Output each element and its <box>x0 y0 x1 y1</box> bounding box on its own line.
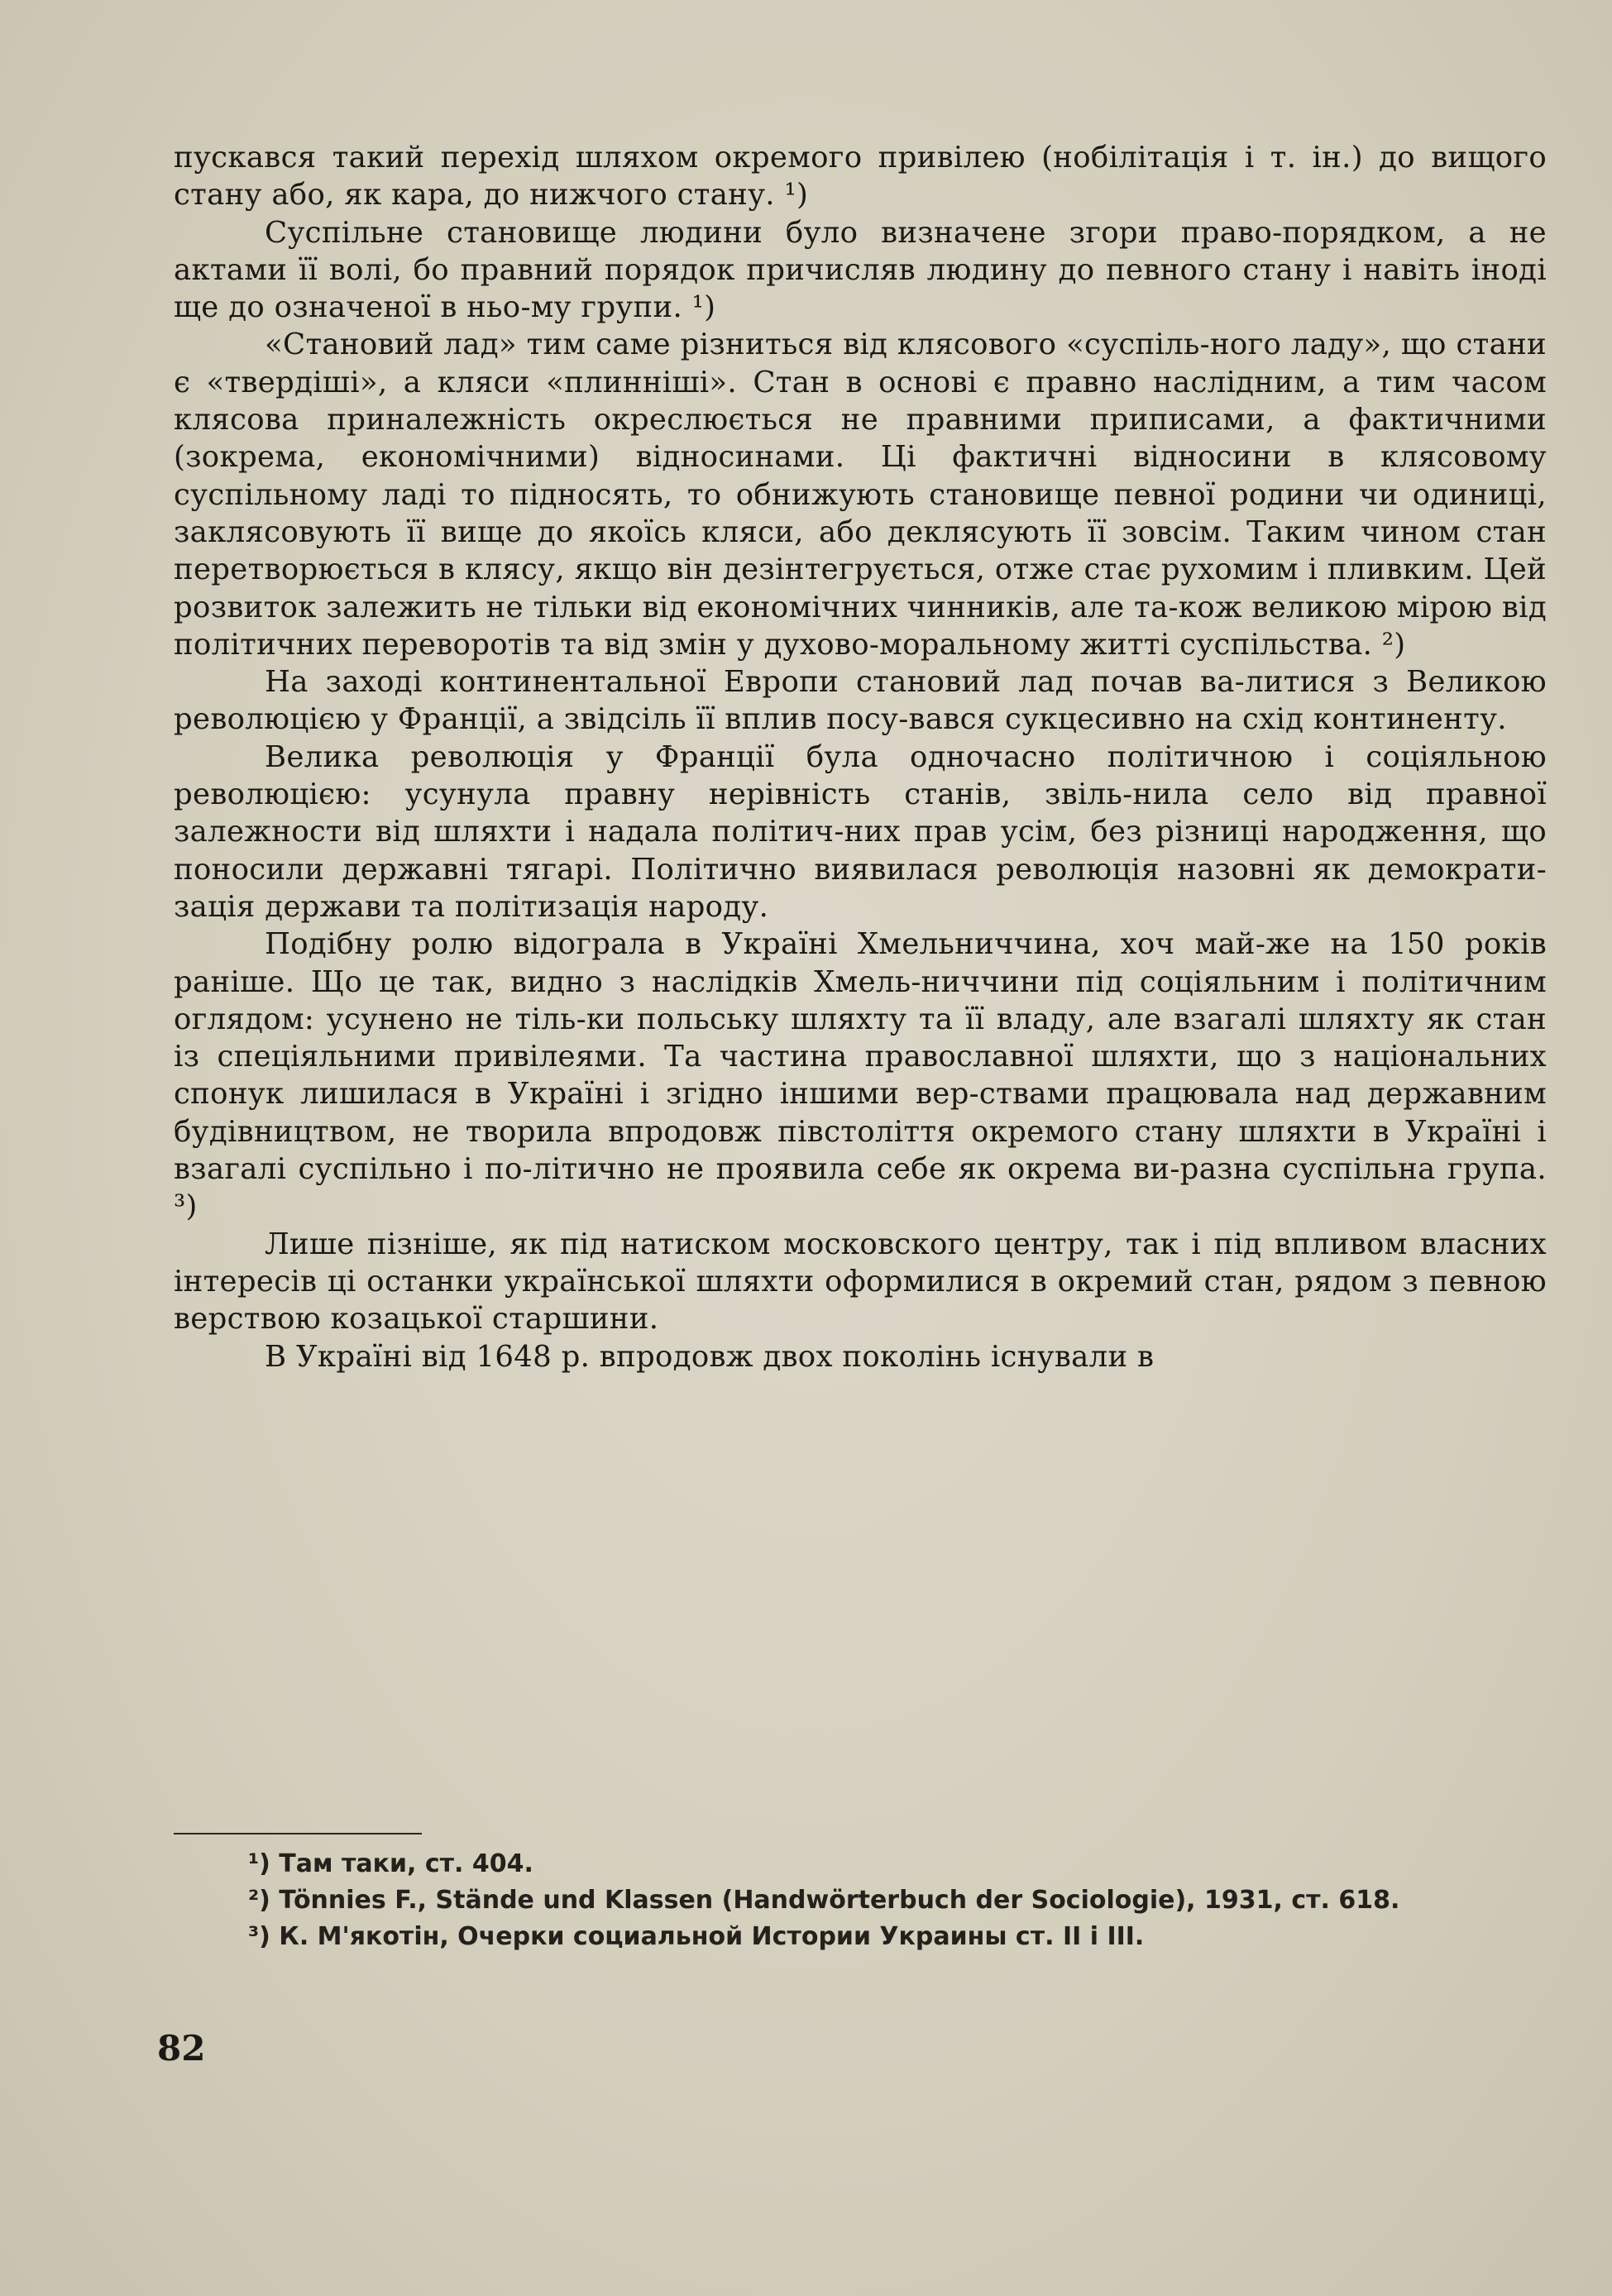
footnote: ³) К. М'якотін, Очерки социальной Истории Украины ст. II і III. <box>248 1922 1145 1951</box>
paragraph: На заході континентальної Европи становий лад почав ва-литися з Великою революцією у Франції, а звідсіль її вплив посу-вався сукцесивно на схід континенту. <box>174 665 1547 737</box>
paragraph: Суспільне становище людини було визначене згори право-порядком, а не актами її волі, бо правний порядок причисляв людину до певного стану і навіть іноді ще до означеної в ньо-му групи. ¹) <box>174 215 1547 325</box>
paragraph: Лише пізніше, як під натиском московского центру, так і під впливом власних інтересів ці останки української шляхти оформилися в окремий стан, рядом з певною верствою козацької старшини. <box>174 1227 1547 1337</box>
footnotes <box>174 1846 1547 1955</box>
footnote: ¹) Там таки, ст. 404. <box>248 1849 533 1878</box>
page-number: 82 <box>157 2028 206 2069</box>
paragraph: Велика революція у Франції була одночасно політичною і соціяльною революцією: усунула правну нерівність станів, звіль-нила село від правної залежности від шляхти і надала політич-них прав усім, без різниці народження, що поносили державні тягарі. Політично виявилася революція назовні як демократи-зація держави та політизація народу. <box>174 739 1547 924</box>
paragraph: В Україні від 1648 р. впродовж двох поколінь існували в <box>265 1339 1155 1374</box>
paragraph: «Становий лад» тим саме різниться від клясового «суспіль-ного ладу», що стани є «твердіші», а кляси «плинніші». Стан в основі є правно наслідним, а тим часом клясова приналежність окреслюється не правними приписами, а фактичними (зокрема, економічними) відносинами. Ці фактичні відносини в клясовому суспільному ладі то підносять, то обнижують становище певної родини чи одиниці, заклясовують її вище до якоїсь кляси, або деклясують її зовсім. Таким чином стан перетворюється в клясу, якщо він дезінтегрується, отже стає рухомим і пливким. Цей розвиток залежить не тільки від економічних чинників, але та-кож великою мірою від політичних переворотів та від змін у духово-моральному житті суспільства. ²) <box>174 328 1547 662</box>
footnote: ²) Tönnies F., Stände und Klassen (Handwörterbuch der Sociologie), 1931, ст. 618. <box>248 1886 1400 1915</box>
paragraph-continuation: пускався такий перехід шляхом окремого привілею (нобілітація і т. ін.) до вищого стану або, як кара, до нижчого стану. ¹) <box>174 141 1547 213</box>
paragraph: Подібну ролю відограла в Україні Хмельниччина, хоч май-же на 150 років раніше. Що це так, видно з наслідків Хмель-ниччини під соціяльним і політичним оглядом: усунено не тіль-ки польську шляхту та її владу, але взагалі шляхту як стан із спеціяльними привілеями. Та частина православної шляхти, що з національних спонук лишилася в Україні і згідно іншими вер-ствами працювала над державним будівництвом, не творила впродовж півстоліття окремого стану шляхти в Україні і взагалі суспільно і по-літично не проявила себе як окрема ви-разна суспільна група. ³) <box>174 927 1547 1224</box>
main-text <box>174 139 1547 1375</box>
footnote-divider <box>174 1833 422 1834</box>
